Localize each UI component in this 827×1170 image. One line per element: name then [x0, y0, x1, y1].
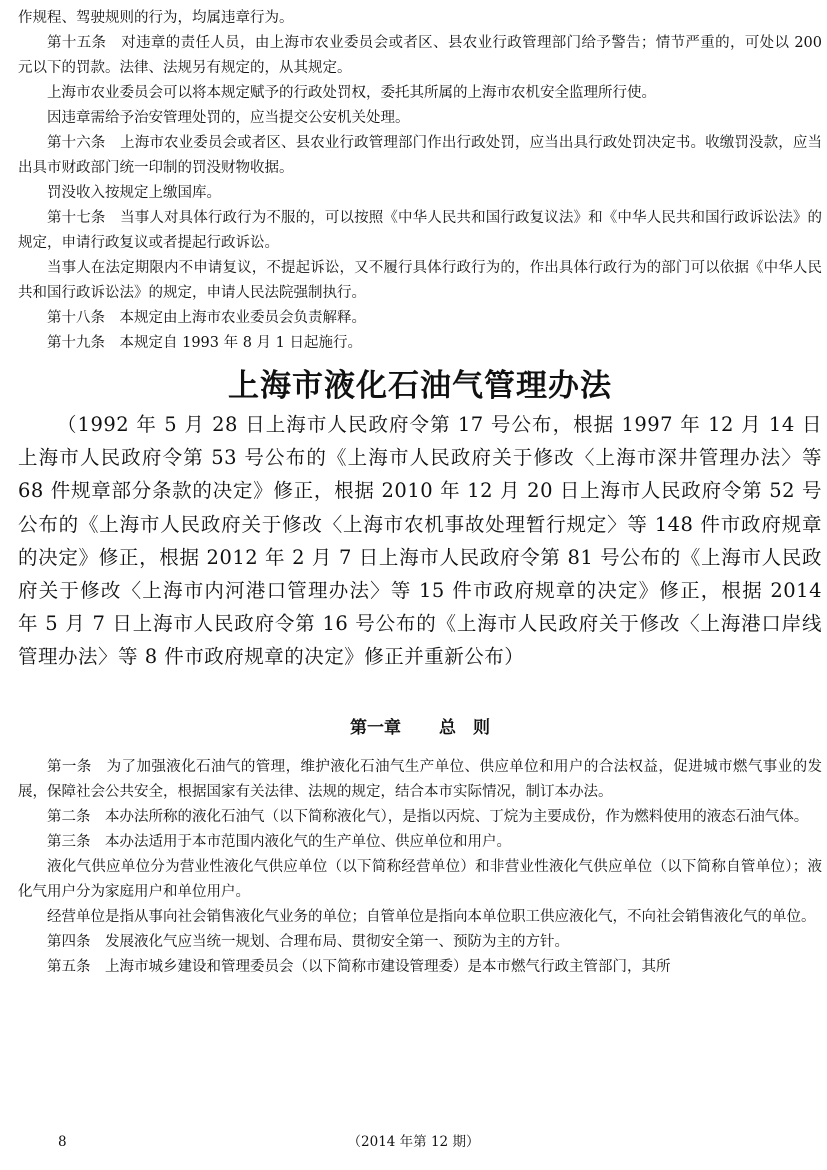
paragraph: 液化气供应单位分为营业性液化气供应单位（以下简称经营单位）和非营业性液化气供应单位（以下简称自管单位）；液化气用户分为家庭用户和单位用户。: [18, 858, 822, 900]
section-a: [18, 6, 822, 356]
document-title: 上海市液化石油气管理办法: [228, 368, 612, 404]
page-number: 8: [58, 1134, 67, 1150]
issue-label: （2014 年第 12 期）: [347, 1134, 480, 1150]
article-3: 第三条 本办法适用于本市范围内液化气的生产单位、供应单位和用户。: [47, 833, 511, 850]
chapter-number: 第一章: [350, 717, 401, 738]
issuance-note: （1992 年 5 月 28 日上海市人民政府令第 17 号公布，根据 1997 年 12 月 14 日上海市人民政府令第 53 号公布的《上海市人民政府关于修改〈上海市深井管理办法〉等 68 件规章部分条款的决定》修正，根据 2010 年 12 月 20 日上海市人民政府令第 52 号公布的《上海市人民政府关于修改〈上海市农机事故处理暂行规定〉等 148 件市政府规章的决定》修正，根据 2012 年 2 月 7 日上海市人民政府令第 81 号公布的《上海市人民政府关于修改〈上海市内河港口管理办法〉等 15 件市政府规章的决定》修正，根据 2014 年 5 月 7 日上海市人民政府令第 16 号公布的《上海市人民政府关于修改〈上海港口岸线管理办法〉等 8 件市政府规章的决定》修正并重新公布）: [18, 413, 822, 669]
paragraph: 上海市农业委员会可以将本规定赋予的行政处罚权，委托其所属的上海市农机安全监理所行使。: [47, 85, 656, 101]
chapter-name: 总 则: [439, 717, 490, 738]
article-17: 第十七条 当事人对具体行政行为不服的，可以按照《中华人民共和国行政复议法》和《中华人民共和国行政诉讼法》的规定，申请行政复议或者提起行政诉讼。: [18, 210, 822, 251]
article-5: 第五条 上海市城乡建设和管理委员会（以下简称市建设管理委）是本市燃气行政主管部门，其所: [47, 958, 671, 975]
article-15: 第十五条 对违章的责任人员，由上海市农业委员会或者区、县农业行政管理部门给予警告；情节严重的，可处以 200 元以下的罚款。法律、法规另有规定的，从其规定。: [18, 35, 822, 76]
article-16: 第十六条 上海市农业委员会或者区、县农业行政管理部门作出行政处罚，应当出具行政处罚决定书。收缴罚没款，应当出具市财政部门统一印制的罚没财物收据。: [18, 135, 822, 176]
chapter-heading: [18, 716, 822, 740]
section-b: [18, 755, 822, 980]
article-4: 第四条 发展液化气应当统一规划、合理布局、贯彻安全第一、预防为主的方针。: [47, 933, 569, 950]
paragraph: 罚没收入按规定上缴国库。: [47, 185, 221, 201]
document-page: [18, 6, 822, 980]
paragraph: 因违章需给予治安管理处罚的，应当提交公安机关处理。: [47, 110, 410, 126]
paragraph: 当事人在法定期限内不申请复议，不提起诉讼，又不履行具体行政行为的，作出具体行政行为的部门可以依据《中华人民共和国行政诉讼法》的规定，申请人民法院强制执行。: [18, 260, 822, 301]
article-1: 第一条 为了加强液化石油气的管理，维护液化石油气生产单位、供应单位和用户的合法权益，促进城市燃气事业的发展，保障社会公共安全，根据国家有关法律、法规的规定，结合本市实际情况，制订本办法。: [18, 758, 822, 800]
article-19: 第十九条 本规定自 1993 年 8 月 1 日起施行。: [47, 335, 363, 351]
paragraph: 经营单位是指从事向社会销售液化气业务的单位；自管单位是指向本单位职工供应液化气，不向社会销售液化气的单位。: [47, 908, 816, 925]
article-2: 第二条 本办法所称的液化石油气（以下简称液化气），是指以丙烷、丁烷为主要成份，作为燃料使用的液态石油气体。: [47, 808, 809, 825]
article-18: 第十八条 本规定由上海市农业委员会负责解释。: [47, 310, 366, 326]
paragraph: 作规程、驾驶规则的行为，均属违章行为。: [18, 10, 294, 26]
